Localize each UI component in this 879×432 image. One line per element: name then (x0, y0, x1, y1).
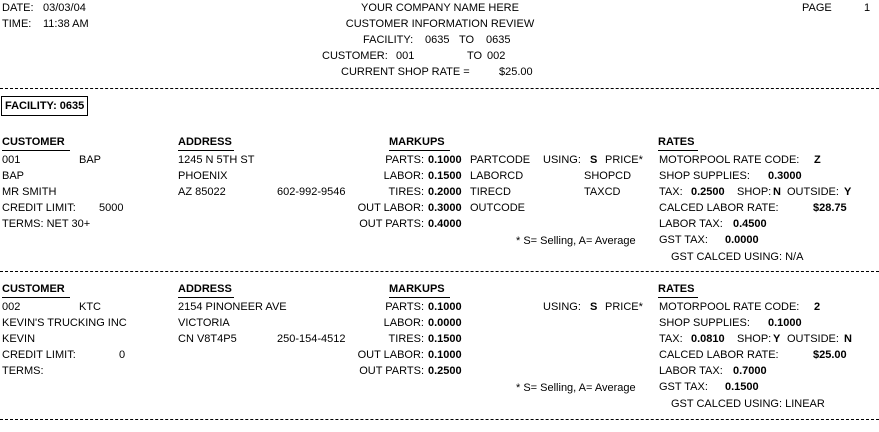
tax-outside-value: N (844, 333, 852, 345)
markup-parts-code: PARTCODE (470, 154, 531, 166)
date-value: 03/03/04 (43, 2, 86, 14)
markup-outlabor-value: 0.1000 (428, 349, 462, 361)
markup-labor-value: 0.0000 (428, 317, 462, 329)
price-note: * S= Selling, A= Average (516, 382, 636, 394)
gst-calced-using: GST CALCED USING: LINEAR (671, 398, 825, 410)
customer-to-label: TO (467, 50, 483, 62)
separator-line (0, 419, 879, 420)
customer-number: 001 (2, 154, 21, 166)
markup-outlabor-code: OUTCODE (470, 202, 525, 214)
motorpool-label: MOTORPOOL RATE CODE: (659, 301, 800, 313)
customer-to: 002 (487, 50, 506, 62)
phone-number: 602-992-9546 (277, 186, 346, 198)
shop-supplies-value: 0.1000 (768, 317, 802, 329)
markup-parts-label: PARTS: (385, 154, 424, 166)
motorpool-label: MOTORPOOL RATE CODE: (659, 154, 800, 166)
time-label: TIME: (2, 18, 32, 30)
address-city: VICTORIA (178, 317, 230, 329)
using-label: USING: (543, 301, 581, 313)
gst-calced-using: GST CALCED USING: N/A (671, 251, 804, 263)
customer-contact: KEVIN (2, 333, 36, 345)
tax-shop-label: SHOP: (737, 333, 772, 345)
markup-outparts-label: OUT PARTS: (359, 365, 424, 377)
col-header-rates: RATES (658, 136, 695, 148)
underline (178, 150, 234, 151)
page-label: PAGE (802, 2, 832, 14)
page-number: 1 (864, 2, 871, 14)
underline (178, 297, 234, 298)
shop-rate-value: $25.00 (499, 66, 533, 78)
address-city: PHOENIX (178, 170, 228, 182)
customer-name: KEVIN'S TRUCKING INC (2, 317, 127, 329)
price-note: * S= Selling, A= Average (516, 235, 636, 247)
price-flag: PRICE* (605, 154, 643, 166)
tax-shop-value: Y (773, 333, 781, 345)
shop-supplies-label: SHOP SUPPLIES: (659, 317, 750, 329)
tax-value: 0.2500 (691, 186, 725, 198)
col-header-rates: RATES (658, 283, 695, 295)
separator-line (0, 88, 879, 89)
markup-labor-label: LABOR: (383, 317, 424, 329)
gst-tax-value: 0.0000 (725, 234, 759, 246)
credit-limit-label: CREDIT LIMIT: (2, 349, 76, 361)
facility-to: 0635 (486, 34, 511, 46)
terms: TERMS: (2, 365, 44, 377)
shop-supplies-value: 0.3000 (768, 170, 802, 182)
credit-limit-value: 0 (119, 349, 126, 361)
markup-labor-code: LABORCD (470, 170, 524, 182)
gst-tax-value: 0.1500 (725, 381, 759, 393)
underline (2, 297, 70, 298)
labor-tax-value: 0.4500 (733, 218, 767, 230)
customer-from: 001 (396, 50, 415, 62)
underline (658, 297, 698, 298)
customer-code: BAP (79, 154, 102, 166)
labor-tax-label: LABOR TAX: (659, 365, 723, 377)
motorpool-value: 2 (814, 301, 821, 313)
address-state-zip: CN V8T4P5 (178, 333, 237, 345)
markup-outparts-label: OUT PARTS: (359, 218, 424, 230)
col-header-markups: MARKUPS (389, 283, 445, 295)
col-header-markups: MARKUPS (389, 136, 445, 148)
shop-supplies-label: SHOP SUPPLIES: (659, 170, 750, 182)
markup-labor-value: 0.1500 (428, 170, 462, 182)
credit-limit-label: CREDIT LIMIT: (2, 202, 76, 214)
tax-code: TAXCD (584, 186, 621, 198)
markup-tires-value: 0.1500 (428, 333, 462, 345)
credit-limit-value: 5000 (99, 202, 124, 214)
customer-range-label: CUSTOMER: (322, 50, 388, 62)
markup-parts-value: 0.1000 (428, 301, 462, 313)
markup-tires-value: 0.2000 (428, 186, 462, 198)
time-value: 11:38 AM (43, 18, 89, 30)
markup-outparts-value: 0.2500 (428, 365, 462, 377)
tax-label: TAX: (659, 333, 683, 345)
terms: TERMS: NET 30+ (2, 218, 91, 230)
shop-code: SHOPCD (584, 170, 632, 182)
markup-tires-label: TIRES: (388, 333, 424, 345)
facility-box: FACILITY: 0635 (1, 96, 88, 116)
col-header-address: ADDRESS (178, 136, 232, 148)
motorpool-value: Z (814, 154, 821, 166)
customer-contact: MR SMITH (2, 186, 57, 198)
phone-number: 250-154-4512 (277, 333, 346, 345)
address-line: 2154 PINONEER AVE (178, 301, 287, 313)
underline (2, 150, 70, 151)
using-label: USING: (543, 154, 581, 166)
markup-tires-code: TIRECD (470, 186, 511, 198)
tax-value: 0.0810 (691, 333, 725, 345)
markup-outlabor-label: OUT LABOR: (357, 202, 424, 214)
report-title: CUSTOMER INFORMATION REVIEW (345, 18, 535, 30)
markup-outlabor-label: OUT LABOR: (357, 349, 424, 361)
calced-labor-value: $25.00 (813, 349, 847, 361)
using-value: S (590, 301, 598, 313)
underline (658, 150, 698, 151)
facility-from: 0635 (425, 34, 450, 46)
customer-code: KTC (79, 301, 101, 313)
markup-parts-value: 0.1000 (428, 154, 462, 166)
facility-range-label: FACILITY: (363, 34, 414, 46)
customer-number: 002 (2, 301, 21, 313)
shop-rate-label: CURRENT SHOP RATE = (341, 66, 470, 78)
markup-outparts-value: 0.4000 (428, 218, 462, 230)
markup-outlabor-value: 0.3000 (428, 202, 462, 214)
calced-labor-value: $28.75 (813, 202, 847, 214)
company-name: YOUR COMPANY NAME HERE (361, 2, 519, 14)
tax-outside-value: Y (844, 186, 852, 198)
markup-parts-label: PARTS: (385, 301, 424, 313)
tax-outside-label: OUTSIDE: (787, 186, 839, 198)
customer-name: BAP (2, 170, 25, 182)
labor-tax-value: 0.7000 (733, 365, 767, 377)
gst-tax-label: GST TAX: (659, 234, 708, 246)
markup-labor-label: LABOR: (383, 170, 424, 182)
facility-to-label: TO (459, 34, 475, 46)
address-state-zip: AZ 85022 (178, 186, 226, 198)
col-header-customer: CUSTOMER (2, 136, 65, 148)
date-label: DATE: (2, 2, 34, 14)
col-header-customer: CUSTOMER (2, 283, 65, 295)
price-flag: PRICE* (605, 301, 643, 313)
calced-labor-label: CALCED LABOR RATE: (659, 202, 779, 214)
underline (389, 150, 450, 151)
underline (389, 297, 450, 298)
markup-tires-label: TIRES: (388, 186, 424, 198)
tax-shop-value: N (773, 186, 781, 198)
gst-tax-label: GST TAX: (659, 381, 708, 393)
address-line: 1245 N 5TH ST (178, 154, 255, 166)
tax-label: TAX: (659, 186, 683, 198)
using-value: S (590, 154, 598, 166)
labor-tax-label: LABOR TAX: (659, 218, 723, 230)
col-header-address: ADDRESS (178, 283, 232, 295)
tax-outside-label: OUTSIDE: (787, 333, 839, 345)
separator-line (0, 271, 879, 272)
tax-shop-label: SHOP: (737, 186, 772, 198)
calced-labor-label: CALCED LABOR RATE: (659, 349, 779, 361)
